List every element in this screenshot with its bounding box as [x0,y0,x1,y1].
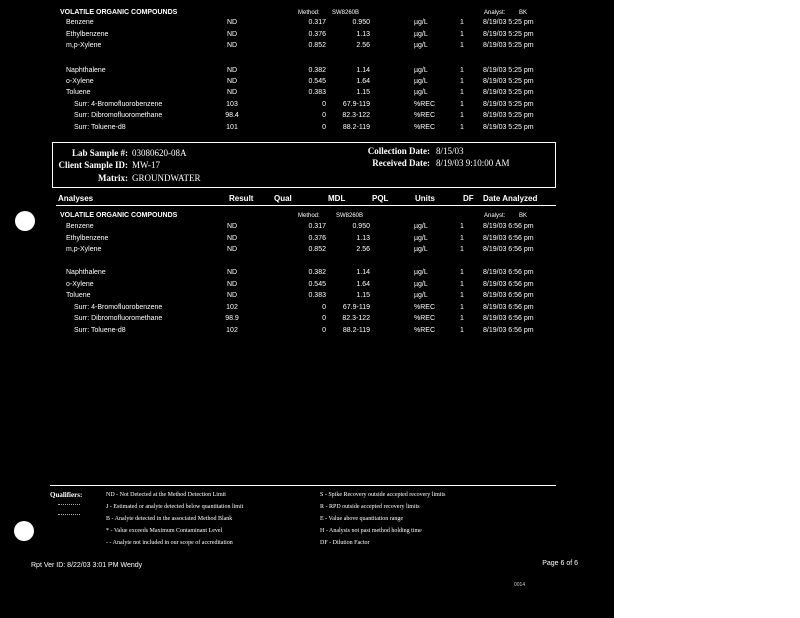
col-date: Date Analyzed [483,194,538,203]
col-df: DF [463,194,474,203]
result-cell: ND [226,223,238,230]
table-row [0,222,614,232]
mdl-cell: 0 [322,304,326,311]
pql-cell: 0.950 [352,19,370,26]
method-value-2: SW8260B [336,213,364,219]
date-cell: 8/19/03 5:25 pm [483,112,534,119]
collection-date-value: 8/15/03 [436,146,464,156]
report-version-id: Rpt Ver ID: 8/22/03 3:01 PM Wendy [31,562,143,569]
pql-cell: 82.3-122 [342,112,370,119]
pql-cell: 1.64 [356,78,370,85]
result-cell: ND [226,246,238,253]
table-row [0,268,614,278]
table-row [0,234,614,244]
df-cell: 1 [460,223,464,230]
table-row [0,88,614,98]
date-cell: 8/19/03 6:56 pm [483,246,534,253]
table-row [0,18,614,28]
analyte-cell: Naphthalene [66,269,106,276]
df-cell: 1 [460,235,464,242]
analyst-label-2: Analyst: [484,213,506,219]
method-value-1: SW8260B [332,10,360,16]
page-number: Page 6 of 6 [542,560,578,567]
df-cell: 1 [460,112,464,119]
date-cell: 8/19/03 5:25 pm [483,19,534,26]
result-cell: 101 [226,124,238,131]
qualifier-item: - - Analyte not included in our scope of accreditation [106,540,233,546]
mdl-cell: 0.852 [308,42,326,49]
col-analyses: Analyses [58,194,94,203]
analyte-cell: Toluene [66,292,91,299]
table-row [0,245,614,255]
units-cell: %REC [414,315,436,322]
col-mdl: MDL [328,194,346,203]
col-pql: PQL [372,194,389,203]
pql-cell: 88.2-119 [342,124,370,131]
mdl-cell: 0.376 [308,31,326,38]
units-cell: µg/L [414,89,428,96]
table-row [0,280,614,290]
mdl-cell: 0 [322,101,326,108]
units-cell: µg/L [414,235,428,242]
df-cell: 1 [460,67,464,74]
mdl-cell: 0.545 [308,281,326,288]
df-cell: 1 [460,78,464,85]
result-cell: ND [226,19,238,26]
df-cell: 1 [460,124,464,131]
result-cell: ND [226,235,238,242]
qualifier-item: J - Estimated or analyte detected below quantitation limit [106,504,244,510]
result-cell: 98.9 [225,315,239,322]
result-cell: 102 [226,304,238,311]
df-cell: 1 [460,304,464,311]
analyte-cell: Surr: 4-Bromofluorobenzene [74,304,163,311]
analyte-cell: o-Xylene [66,281,94,288]
mdl-cell: 0.852 [308,246,326,253]
result-cell: 103 [226,101,238,108]
punch-hole-icon [15,211,35,231]
units-cell: µg/L [414,31,428,38]
qualifier-item: * - Value exceeds Maximum Contaminant Level [106,528,223,534]
pql-cell: 1.15 [356,89,370,96]
df-cell: 1 [460,292,464,299]
analyte-cell: Surr: Toluene-d8 [74,124,126,131]
table-row [0,123,614,133]
qualifier-item: E - Value above quantitation range [320,516,404,522]
pql-cell: 1.64 [356,281,370,288]
df-cell: 1 [460,315,464,322]
matrix-label: Matrix: [98,173,128,183]
table-row [0,303,614,313]
header-divider [56,205,556,206]
matrix-value: GROUNDWATER [132,173,201,183]
pql-cell: 1.15 [356,292,370,299]
table-row [0,77,614,87]
lab-sample-value: 03080620-08A [132,148,187,158]
pql-cell: 1.14 [356,269,370,276]
lab-logo-icon [58,504,80,515]
analyte-cell: Benzene [66,19,94,26]
received-date-value: 8/19/03 9:10:00 AM [436,158,510,168]
analyte-cell: Naphthalene [66,67,106,74]
analyst-value-1: BK [519,10,528,16]
units-cell: µg/L [414,78,428,85]
pql-cell: 67.9-119 [342,304,370,311]
result-cell: ND [226,89,238,96]
analyte-cell: Surr: 4-Bromofluorobenzene [74,101,163,108]
analyst-label-1: Analyst: [484,10,506,16]
qualifiers-divider [50,485,556,486]
table-row [0,30,614,40]
analyte-cell: Ethylbenzene [66,235,109,242]
units-cell: µg/L [414,223,428,230]
date-cell: 8/19/03 5:25 pm [483,67,534,74]
pql-cell: 0.950 [352,223,370,230]
date-cell: 8/19/03 6:56 pm [483,327,534,334]
mdl-cell: 0.383 [308,89,326,96]
units-cell: %REC [414,304,436,311]
collection-date-label: Collection Date: [367,146,430,156]
date-cell: 8/19/03 5:25 pm [483,124,534,131]
client-sample-label: Client Sample ID: [58,160,128,170]
group-label-2: VOLATILE ORGANIC COMPOUNDS [60,212,178,219]
result-cell: ND [226,67,238,74]
qualifier-item: B - Analyte detected in the associated Method Blank [106,516,233,522]
units-cell: µg/L [414,246,428,253]
date-cell: 8/19/03 5:25 pm [483,101,534,108]
units-cell: µg/L [414,269,428,276]
df-cell: 1 [460,327,464,334]
df-cell: 1 [460,19,464,26]
group-label-1: VOLATILE ORGANIC COMPOUNDS [60,9,178,16]
result-cell: ND [226,31,238,38]
units-cell: %REC [414,112,436,119]
table-row [0,111,614,121]
df-cell: 1 [460,42,464,49]
df-cell: 1 [460,269,464,276]
units-cell: µg/L [414,42,428,49]
table-row [0,66,614,76]
units-cell: %REC [414,327,436,334]
mdl-cell: 0.382 [308,269,326,276]
date-cell: 8/19/03 5:25 pm [483,89,534,96]
result-cell: ND [226,281,238,288]
date-cell: 8/19/03 6:56 pm [483,269,534,276]
date-cell: 8/19/03 6:56 pm [483,223,534,230]
date-cell: 8/19/03 5:25 pm [483,31,534,38]
qualifier-item: DF - Dilution Factor [320,540,370,546]
analyte-cell: Surr: Dibromofluoromethane [74,315,163,322]
df-cell: 1 [460,246,464,253]
pql-cell: 1.13 [356,235,370,242]
analyte-cell: o-Xylene [66,78,94,85]
table-row [0,291,614,301]
received-date-label: Received Date: [372,158,430,168]
result-cell: ND [226,269,238,276]
mdl-cell: 0.383 [308,292,326,299]
date-cell: 8/19/03 5:25 pm [483,42,534,49]
mdl-cell: 0 [322,124,326,131]
date-cell: 8/19/03 6:56 pm [483,315,534,322]
analyte-cell: Surr: Toluene-d8 [74,327,126,334]
units-cell: µg/L [414,281,428,288]
result-cell: ND [226,292,238,299]
analyte-cell: m,p-Xylene [66,246,102,253]
table-row [0,326,614,336]
method-label-1: Method: [298,10,320,16]
analyte-cell: Surr: Dibromofluoromethane [74,112,163,119]
date-cell: 8/19/03 6:56 pm [483,292,534,299]
col-qual: Qual [274,194,292,203]
mdl-cell: 0.376 [308,235,326,242]
df-cell: 1 [460,31,464,38]
mdl-cell: 0.317 [308,223,326,230]
result-cell: 98.4 [225,112,239,119]
analyte-cell: m,p-Xylene [66,42,102,49]
qualifier-item: H - Analysis not past method holding time [320,528,422,534]
df-cell: 1 [460,101,464,108]
mdl-cell: 0 [322,112,326,119]
table-row [0,314,614,324]
qualifier-item: ND - Not Detected at the Method Detection Limit [106,492,226,498]
mdl-cell: 0.382 [308,67,326,74]
units-cell: %REC [414,101,436,108]
pql-cell: 2.56 [356,42,370,49]
units-cell: µg/L [414,292,428,299]
method-label-2: Method: [298,213,320,219]
analyte-cell: Benzene [66,223,94,230]
pql-cell: 82.3-122 [342,315,370,322]
qualifiers-label: Qualifiers: [50,491,83,499]
mdl-cell: 0.545 [308,78,326,85]
units-cell: %REC [414,124,436,131]
pql-cell: 1.14 [356,67,370,74]
analyte-cell: Ethylbenzene [66,31,109,38]
result-cell: ND [226,78,238,85]
mdl-cell: 0 [322,327,326,334]
col-result: Result [229,194,254,203]
qualifier-item: S - Spike Recovery outside accepted recovery limits [320,492,446,498]
column-headers [0,194,614,204]
document-code: 0014 [514,582,526,588]
pql-cell: 67.9-119 [342,101,370,108]
date-cell: 8/19/03 6:56 pm [483,235,534,242]
lab-sample-label: Lab Sample #: [71,148,128,158]
punch-hole-icon [14,521,34,541]
result-cell: 102 [226,327,238,334]
pql-cell: 88.2-119 [342,327,370,334]
date-cell: 8/19/03 5:25 pm [483,78,534,85]
mdl-cell: 0 [322,315,326,322]
col-units: Units [415,194,435,203]
qualifier-item: R - RPD outside accepted recovery limits [320,504,420,510]
date-cell: 8/19/03 6:56 pm [483,281,534,288]
result-cell: ND [226,42,238,49]
client-sample-value: MW-17 [132,160,160,170]
blank-margin [614,0,800,618]
pql-cell: 1.13 [356,31,370,38]
mdl-cell: 0.317 [308,19,326,26]
table-row [0,41,614,51]
units-cell: µg/L [414,67,428,74]
pql-cell: 2.56 [356,246,370,253]
df-cell: 1 [460,89,464,96]
table-row [0,100,614,110]
units-cell: µg/L [414,19,428,26]
analyte-cell: Toluene [66,89,91,96]
df-cell: 1 [460,281,464,288]
date-cell: 8/19/03 6:56 pm [483,304,534,311]
analyst-value-2: BK [519,213,528,219]
